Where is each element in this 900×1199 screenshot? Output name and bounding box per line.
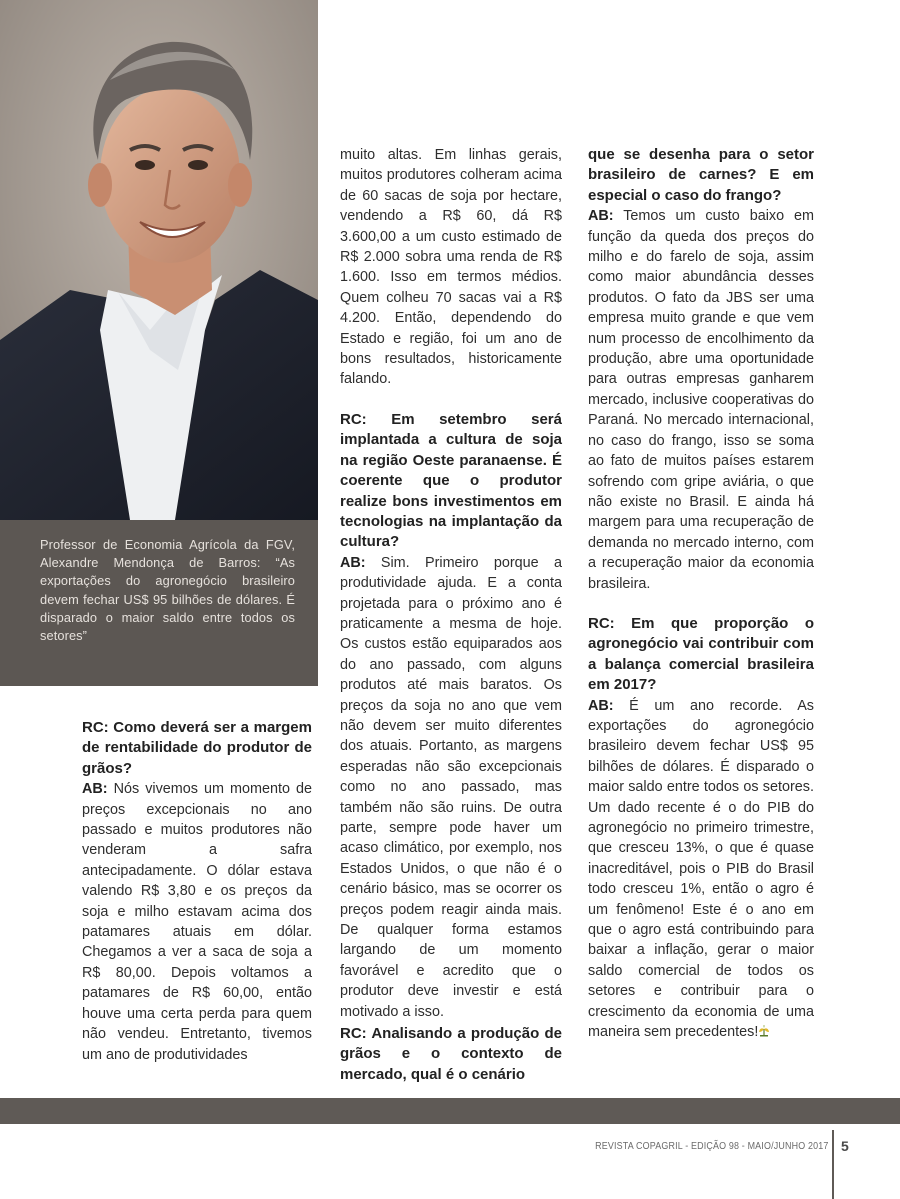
- article-column-1: [82, 718, 312, 1065]
- footer-divider: [832, 1130, 834, 1199]
- answer-text: É um ano recorde. As exportações do agronegócio brasileiro devem fechar US$ 95 bilhões de dólares. É disparado o maior saldo entre todos os setores. Um dado recente é o do PIB do agronegócio no primeiro trimestre, que cresceu 13%, o que é quase inacreditável, pois o PIB do Brasil todo cresceu 1%, então o agro é um fenômeno! Este é o ano em que o agro está contribuindo para baixar a inflação, gerar o maior saldo comercial de todos os setores e contribuir para o crescimento da economia de uma maneira sem precedentes!: [588, 697, 814, 1041]
- question-heading: RC: Como deverá ser a margem de rentabilidade do produtor de grãos?: [82, 719, 312, 777]
- running-title: REVISTA COPAGRIL - EDIÇÃO 98 - MAIO/JUNHO 2017: [594, 1140, 828, 1152]
- question-heading: RC: Analisando a produção de grãos e o contexto de mercado, qual é o cenário: [340, 1025, 562, 1083]
- speaker-label: AB:: [588, 208, 614, 225]
- body-paragraph: muito altas. Em linhas gerais, muitos produtores colheram acima de 60 sacas de soja por hectare, vendendo a R$ 60, dá R$ 3.600,00 a um custo estimado de R$ 2.000 sobra uma renda de R$ 1.600. Isso em termos médios. Quem colheu 70 sacas vai a R$ 4.200. Então, dependendo do Estado e região, foi um ano de bons resultados, historicamente falando.: [340, 147, 562, 388]
- speaker-label: AB:: [340, 554, 366, 571]
- answer-paragraph: [340, 553, 562, 1022]
- leaf-end-icon: [758, 1023, 770, 1035]
- article-column-3: [588, 145, 814, 1042]
- caption-text: Professor de Economia Agrícola da FGV, Alexandre Mendonça de Barros: “As exportações do agronegócio brasileiro devem fechar US$ 95 bilhões de dólares. É disparado o maior saldo entre todos os setores”: [40, 537, 295, 644]
- article-column-2: [340, 145, 562, 1085]
- answer-paragraph: [588, 696, 814, 1043]
- photo-caption: [40, 536, 295, 645]
- portrait-photo: [0, 0, 318, 520]
- answer-paragraph: [588, 206, 814, 594]
- answer-text: Nós vivemos um momento de preços excepcionais no ano passado e muitos produtores não venderam a safra antecipadamente. O dólar estava valendo R$ 3,80 e os preços da soja e milho estavam acima dos patamares atuais em dólar. Chegamos a ver a saca de soja a R$ 80,00. Depois voltamos a patamares de R$ 60,00, então houve uma certa perda para quem não vendeu. Entretanto, tivemos um ano de produtividades: [82, 781, 312, 1063]
- speaker-label: AB:: [588, 697, 614, 714]
- question-heading: RC: Em setembro será implantada a cultura de soja na região Oeste paranaense. É coerente que o produtor realize bons investimentos em tecnologias na implantação da cultura?: [340, 410, 562, 551]
- question-heading: RC: Em que proporção o agronegócio vai contribuir com a balança comercial brasileira em 2017?: [588, 614, 814, 694]
- answer-paragraph: [82, 779, 312, 1065]
- answer-text: Sim. Primeiro porque a produtividade ajuda. E a conta projetada para o próximo ano é praticamente a mesma de hoje. Os custos estão equiparados aos do ano passado, com alguns produtos até mais baratos. Os preços da soja no ano que vem não devem ser muito diferentes dos atuais. Portanto, as margens esperadas não são excepcionais como no ano passado, mas também não são ruins. De outra parte, sempre pode haver um acaso climático, por exemplo, nos Estados Unidos, o que não é o cenário básico, mas se ocorrer os preços podem reagir ainda mais. De qualquer forma estamos largando de um momento favorável e acredito que o produtor deve investir e está motivado a isso.: [340, 554, 562, 1020]
- footer-bar: [0, 1098, 900, 1124]
- answer-text: Temos um custo baixo em função da queda dos preços do milho e do farelo de soja, assim como maior abundância desses produtos. O fato da JBS ser uma empresa muito grande e que vem num processo de encolhimento da produção, abre uma oportunidade para outras empresas ganharem mercado, inclusive cooperativas do Paraná. No mercado internacional, no caso do frango, isso se soma ao fato de muitos países estarem sofrendo com gripe aviária, o que não existe no Brasil. E ainda há margem para uma recuperação de demanda no mercado interno, com a recuperação maior da economia brasileira.: [588, 208, 814, 592]
- speaker-label: AB:: [82, 781, 108, 798]
- page-number: 5: [841, 1138, 849, 1154]
- question-heading: que se desenha para o setor brasileiro de carnes? E em especial o caso do frango?: [588, 146, 814, 204]
- photo-panel: [0, 0, 318, 686]
